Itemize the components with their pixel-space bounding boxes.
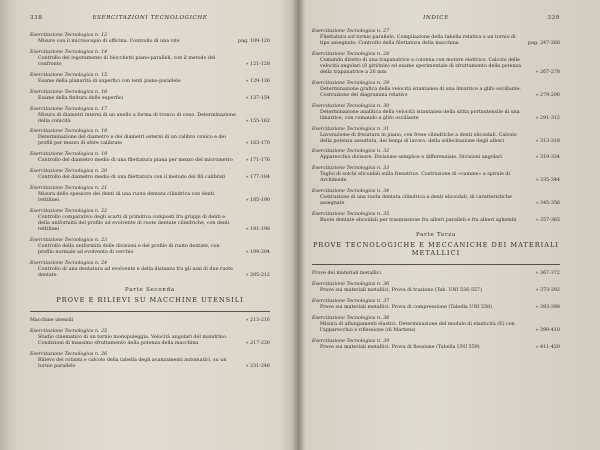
entry-label: Esercitazione Tecnologica n. 38 xyxy=(312,315,390,321)
toc-entry xyxy=(312,299,560,311)
part-label: Parte Seconda xyxy=(125,286,175,293)
entry-label: Esercitazione Tecnologica n. 23 xyxy=(30,237,108,243)
entry-label: Esercitazione Tecnologica n. 34 xyxy=(312,189,390,195)
toc-entry xyxy=(30,107,270,125)
entry-label: Esercitazione Tecnologica n. 27 xyxy=(312,29,390,34)
entry-description: Controllo del logoramento di blocchetti piano-paralleli, con il metodo del confronto xyxy=(38,55,216,67)
entry-description: Taglio di solchi elicoidali sulla fresatrice. Costruzione di «camme» a spirale di Archimede xyxy=(320,172,511,184)
entry-label: Esercitazione Tecnologica n. 22 xyxy=(30,209,108,215)
entry-pages: » 217-230 xyxy=(245,340,270,346)
toc-entry xyxy=(30,33,270,45)
entry-pages: » 393-398 xyxy=(535,305,560,311)
left-running-title: ESERCITAZIONI TECNOLOGICHE xyxy=(92,15,208,21)
right-running-title: INDICE xyxy=(423,15,449,21)
entry-description: Misure con il microscopio di officina. Controllo di una vite xyxy=(38,39,180,44)
entry-description: Comando diretto di una trapanatrice a colonna con motore elettrico. Calcolo delle velocità angolari (8 giri/min) ed esame sperimentale di sfruttamento della potenza della trapanatrice a 26 mm xyxy=(320,57,521,75)
entry-description: Studio cinematico di un tornio monopuleggia. Velocità angolari del mandrino. Condizioni di massimo sfruttamento della potenza della macchina xyxy=(38,334,228,346)
left-entries xyxy=(30,33,270,375)
entry-pages: » 279-290 xyxy=(535,92,560,98)
toc-entry xyxy=(30,209,270,233)
toc-entry xyxy=(312,81,560,99)
book-gutter xyxy=(292,0,306,450)
entry-description: Rilievo dei rotismi e calcolo della tabella degli avanzamenti automatici, su un tornio parallelo xyxy=(38,357,227,369)
flat-entry-label: Macchine utensili xyxy=(30,317,74,323)
entry-pages: » 319-334 xyxy=(535,155,560,161)
toc-entry xyxy=(312,52,560,76)
left-page-header xyxy=(30,15,270,25)
entry-description: Esame della finitura delle superfici xyxy=(38,95,124,101)
entry-label: Esercitazione Tecnologica n. 29 xyxy=(312,80,390,86)
entry-label: Esercitazione Tecnologica n. 32 xyxy=(312,149,390,155)
entry-label: Esercitazione Tecnologica n. 14 xyxy=(30,49,108,55)
entry-description: Controllo comparativo degli scarti di primitiva composti fra gruppi di denti e della uniformità del profilo ad evolvente di ruote dentate cilindriche, con denti rettilinei xyxy=(38,215,230,233)
entry-pages: » 231-246 xyxy=(245,363,270,369)
entry-pages: » 335-344 xyxy=(535,178,560,184)
entry-description: Controllo del diametro medio di una filettatura con il metodo dei fili calibrati xyxy=(38,175,226,181)
flat-entry-label: Prove dei materiali metallici xyxy=(312,271,381,277)
section-divider xyxy=(312,264,560,265)
entry-pages: » 313-318 xyxy=(535,138,560,144)
entry-label: Esercitazione Tecnologica n. 20 xyxy=(30,169,108,175)
entry-label: Esercitazione Tecnologica n. 19 xyxy=(30,152,108,158)
section-divider xyxy=(30,311,270,312)
entry-pages: » 291-312 xyxy=(535,115,560,121)
toc-entry xyxy=(312,29,560,47)
entry-description: Apparecchio divisore. Divisione semplice e differenziale. Divisioni angolari xyxy=(320,155,502,161)
entry-description: Prove sui materiali metallici. Prova di flessione (Tabella UNI 559) xyxy=(320,344,480,350)
left-page xyxy=(30,0,270,450)
left-page-number: 338 xyxy=(30,15,43,21)
right-page-number: 339 xyxy=(547,15,560,21)
entry-description: Prove sui materiali metallici. Prova di compressione (Tabella UNI 558) xyxy=(320,305,492,311)
part-label: Parte Terza xyxy=(415,232,457,239)
entry-pages: pag. 109-120 xyxy=(238,39,270,44)
entry-description: Misura dello spessore dei denti di una ruota dentata cilindrica con denti rettilinei xyxy=(38,192,215,204)
entry-label: Esercitazione Tecnologica n. 37 xyxy=(312,299,390,305)
entry-description: Controllo di una dentatura ad evolvente e della distanza fra gli assi di due ruote dentate xyxy=(38,266,233,278)
entry-label: Esercitazione Tecnologica n. 18 xyxy=(30,129,108,135)
toc-entry xyxy=(30,169,270,181)
toc-entry xyxy=(312,127,560,145)
toc-entry xyxy=(30,90,270,102)
entry-label: Esercitazione Tecnologica n. 21 xyxy=(30,186,108,192)
toc-entry xyxy=(312,104,560,122)
entry-label: Esercitazione Tecnologica n. 30 xyxy=(312,103,390,109)
entry-label: Esercitazione Tecnologica n. 36 xyxy=(312,282,390,288)
entry-pages: » 267-278 xyxy=(535,69,560,75)
entry-pages: » 171-176 xyxy=(245,158,270,164)
toc-entry xyxy=(30,238,270,256)
toc-entry xyxy=(312,282,560,294)
entry-pages: » 205-212 xyxy=(245,272,270,278)
entry-label: Esercitazione Tecnologica n. 12 xyxy=(30,33,108,38)
entry-description: Ruote dentate elicoidali per trasmissione fra alberi paralleli e fra alberi sghembi xyxy=(320,218,517,224)
toc-entry xyxy=(312,149,560,161)
entry-description: Controllo della uniformità delle divisioni e del profilo di ruote dentate, con profilo normale ad evolvente di cerchio xyxy=(38,243,220,255)
toc-entry xyxy=(312,316,560,334)
section-title: PROVE E RILIEVI SU MACCHINE UTENSILI xyxy=(56,295,244,304)
toc-entry xyxy=(30,152,270,164)
entry-pages: » 129-136 xyxy=(245,78,270,84)
entry-label: Esercitazione Tecnologica n. 31 xyxy=(312,126,390,132)
entry-pages: » 411-420 xyxy=(535,344,560,350)
entry-label: Esercitazione Tecnologica n. 24 xyxy=(30,260,108,266)
entry-label: Esercitazione Tecnologica n. 25 xyxy=(30,328,108,334)
entry-pages: » 121-128 xyxy=(245,61,270,67)
entry-description: Controllo del diametro medio di una filettatura piana per mezzo del micrometro xyxy=(38,158,233,164)
entry-label: Esercitazione Tecnologica n. 39 xyxy=(312,338,390,344)
entry-pages: » 399-410 xyxy=(535,327,560,333)
entry-description: Costruzione di una ruota dentata cilindrica a denti elicoidali, di caratteristiche assegnate xyxy=(320,195,512,207)
flat-entry-pages: » 213-216 xyxy=(245,317,270,323)
entry-pages: pag. 247-266 xyxy=(528,41,560,46)
entry-pages: » 155-162 xyxy=(245,118,270,124)
flat-entry-pages: » 367-372 xyxy=(535,271,560,277)
entry-description: Esame della planarità di superfici con lenti piano-parallele xyxy=(38,78,181,84)
entry-pages: » 345-356 xyxy=(535,201,560,207)
entry-label: Esercitazione Tecnologica n. 17 xyxy=(30,106,108,112)
right-page xyxy=(312,0,560,450)
entry-pages: » 357-365 xyxy=(535,218,560,224)
entry-label: Esercitazione Tecnologica n. 15 xyxy=(30,72,108,78)
entry-label: Esercitazione Tecnologica n. 16 xyxy=(30,89,108,95)
entry-pages: » 177-184 xyxy=(245,175,270,181)
entry-description: Filettatura sul tornio parallelo. Compilazione della tabella relativa a un tornio di tipo assegnato. Controllo della filettatura della macchina xyxy=(320,35,516,46)
toc-entry xyxy=(30,73,270,85)
toc-entry xyxy=(30,261,270,279)
entry-pages: » 373-392 xyxy=(535,288,560,294)
entry-label: Esercitazione Tecnologica n. 28 xyxy=(312,51,390,57)
entry-description: Determinazione analitica della velocità istantanea della slitta portautensile di una limatrice, con comando a glifo oscillante xyxy=(320,109,520,121)
entry-pages: » 185-190 xyxy=(245,198,270,204)
entry-description: Prove sui materiali metallici. Prova di trazione (Tab. UNI 556-557) xyxy=(320,288,482,294)
entry-description: Determinazione grafica della velocità istantanea di una limatrice a glifo oscillante. Costruzione del diagramma relativo xyxy=(320,86,522,98)
right-page-header xyxy=(312,15,560,25)
entry-label: Esercitazione Tecnologica n. 35 xyxy=(312,212,390,218)
toc-entry xyxy=(30,50,270,68)
entry-pages: » 137-154 xyxy=(245,95,270,101)
section-title: PROVE TECNOLOGICHE E MECCANICHE DEI MATERIALI METALLICI xyxy=(312,241,560,258)
entry-pages: » 191-198 xyxy=(245,227,270,233)
right-entries xyxy=(312,29,560,356)
toc-entry xyxy=(30,352,270,370)
toc-entry xyxy=(312,166,560,184)
entry-description: Misura di allungamenti elastici. Determinazione del modulo di elasticità (E) con l'apparecchio a riflessione (di Martens) xyxy=(320,321,515,333)
toc-entry xyxy=(30,129,270,147)
entry-description: Misura di diametri interni di un anello a forma di tronco di cono. Determinazione della conicità xyxy=(38,112,236,124)
entry-description: Lavorazione di fresatura in piano, con frese cilindriche a denti elicoidali. Calcolo della potenza assorbita, dei tempi di lavoro, della sollecitazione degli alberi xyxy=(320,132,517,144)
flat-entry xyxy=(312,271,560,277)
toc-entry xyxy=(312,189,560,207)
entry-description: Determinazione del diametro e dei diametri esterni di un calibro conico e dei profili per mezzo di sfere calibrate xyxy=(38,135,226,147)
flat-entry xyxy=(30,318,270,324)
toc-entry xyxy=(312,339,560,351)
entry-pages: » 163-170 xyxy=(245,141,270,147)
entry-label: Esercitazione Tecnologica n. 33 xyxy=(312,166,390,172)
entry-label: Esercitazione Tecnologica n. 26 xyxy=(30,351,108,357)
entry-pages: » 199-204 xyxy=(245,249,270,255)
toc-entry xyxy=(30,329,270,347)
toc-entry xyxy=(30,186,270,204)
toc-entry xyxy=(312,212,560,224)
